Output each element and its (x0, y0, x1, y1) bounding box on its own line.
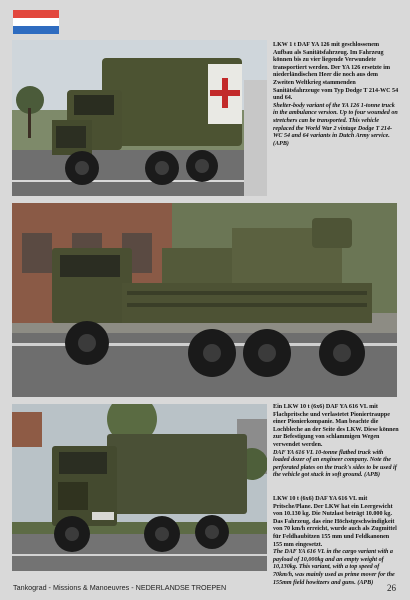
page-number: 26 (387, 583, 396, 593)
dutch-flag (13, 10, 59, 34)
caption-middle-english: DAF YA 616 VL 10-tonne flatbed truck with loaded dozer of an engineer company. Note the perforated plates on the truck's sides to be used if the vehicle got stuck in soft ground. (APB) (273, 449, 397, 479)
caption-middle-german: Ein LKW 10 t (6x6) DAF YA 616 VL mit Flachpritsche und verlastetet Pioniertrauppe einer Pionierkompanie. Man beachte die Lochbleche an der Seite des LKW. Diese können zur Befestigung von schlammigen Wegen verwendet werden. (273, 404, 399, 448)
caption-middle (273, 404, 399, 480)
flag-stripe-white (13, 18, 59, 26)
photo-flatbed-dozer-truck (12, 203, 397, 397)
footer-title: Tankograd - Missions & Manoeuvres - NEDERLANDSE TROEPEN (13, 583, 227, 592)
caption-bottom-english: The DAF YA 616 VL in the cargo variant with a payload of 10,000kg and an empty weight of 10,130kg. This variant, with a top speed of 70km/h, was mainly used as prime mover for the 155mm field howitzers and guns. (APB) (273, 549, 395, 586)
caption-ambulance (273, 42, 399, 148)
caption-bottom (273, 496, 399, 587)
photo-cargo-truck (12, 404, 267, 571)
flag-stripe-blue (13, 26, 59, 34)
caption-bottom-german: LKW 10 t (6x6) DAF YA 616 VL mit Pritsche/Plane. Der LKW hat ein Leergewicht von 10.130 kg. Die Nutzlast beträgt 10.000 kg. Das Fahrzeug, das eine Höchstgeschwindigkeit von 70 km/h erreicht, wurde auch als Zugmittel für Feldhaubitzen 155 mm und Feldkanonen 155 mm eingesetzt. (273, 496, 397, 548)
page-footer (13, 583, 396, 593)
caption-ambulance-english: Shelter-body variant of the YA 126 1-tonne truck in the ambulance version. Up to four wounded on stretchers can be transported. This vehicle replaced the World War 2 vintage Dodge T 214-WC 54 and 64 variants in Dutch Army service. (APB) (273, 102, 398, 147)
flag-stripe-red (13, 10, 59, 18)
caption-ambulance-german: LKW 1 t DAF YA 126 mit geschlossenem Aufbau als Sanitätsfahrzeug. Im Fahrzeug können bis zu vier liegende Verwundete transportiert werden. Der YA 126 ersetzte im niederländischen Heer die noch aus dem Zweiten Weltkrieg stammenden Sanitätsfahrzeuge vom Typ Dodge T 214-WC 54 und 64. (273, 42, 399, 102)
photo-ambulance-truck (12, 40, 267, 196)
